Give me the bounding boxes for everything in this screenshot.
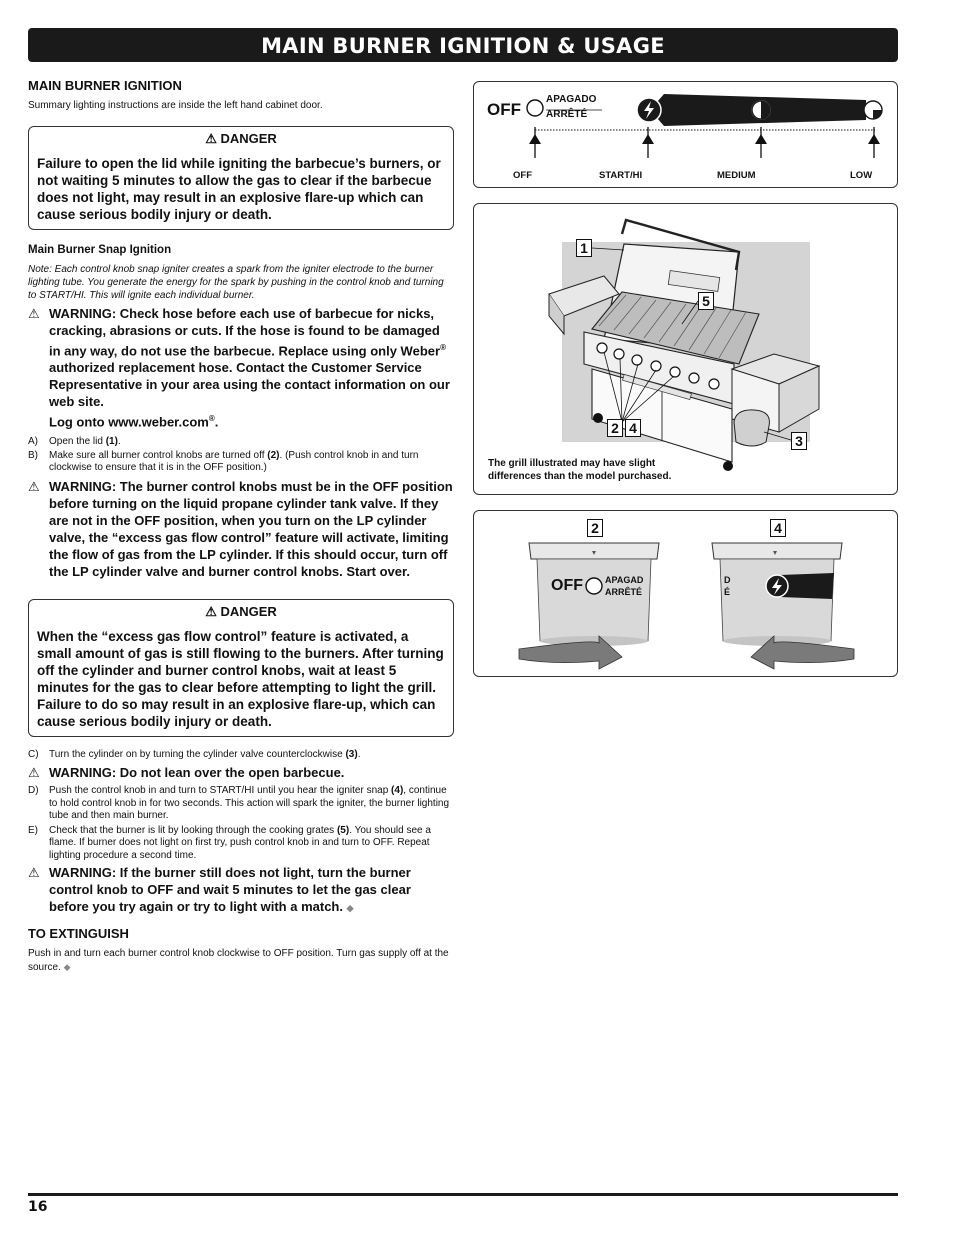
warning-lean: ⚠ WARNING: Do not lean over the open barbecue. [28,765,345,781]
callout-2: 2 [587,519,603,537]
warning-triangle-icon: ⚠ [205,130,217,146]
danger-body: When the “excess gas flow control” feature is activated, a small amount of gas is still flowing to the burners. After turning off the cylinder and burner control knobs, wait at least 5 minutes for the gas to clear before attempting to light the grill. Failure to do so may result in an explosive flare-up, which can cause serious bodily injury or death. [37,628,444,729]
arrete-label: ARRÊTÉ [546,109,588,120]
knob-apagado-label: APAGAD [605,575,644,585]
danger-header: ⚠ DANGER [205,603,277,619]
extinguish-heading: TO EXTINGUISH [28,926,129,942]
danger-body: Failure to open the lid while igniting the barbecue’s burners, or not waiting 5 minutes to allow the gas to clear if the barbecue does not light, may result in an explosive flare-up which can cause serious bodily injury or death. [37,155,441,222]
callout-4: 4 [770,519,786,537]
position-start-hi: START/HI [599,170,643,181]
callout-5: 5 [698,292,714,310]
danger-box-2 [28,599,454,737]
off-big-label: OFF [487,100,521,119]
callout-1: 1 [576,239,592,257]
dial-diagram [474,82,897,187]
knob-illustration [474,511,897,676]
step-e: E) Check that the burner is lit by looking through the cooking grates (5). You should see a flame. If burner does not light on first try, push control knob in and turn to OFF. Repeat lighting procedure a second time. [28,824,431,861]
grill-caption-line2: differences than the model purchased. [488,471,672,482]
snap-note: Note: Each control knob snap igniter creates a spark from the igniter electrode to the burner lighting tube. You generate the energy for the spark by pushing in the control knob and turning to START/HI. This will ignite each individual burner. [28,263,444,301]
lp-cylinder [734,410,769,446]
callout-2: 2 [607,419,623,437]
apagado-label: APAGADO [546,94,597,105]
step-d: D) Push the control knob in and turn to START/HI until you hear the igniter snap (4), continue to hold control knob in for two seconds. This action will spark the igniter, the burner lighting tube and then main burner. [28,785,450,822]
callout-3: 3 [791,432,807,450]
warning-triangle-icon: ⚠ [28,478,40,494]
step-c: C) Turn the cylinder on by turning the cylinder valve counterclockwise (3). [28,748,361,760]
intro-text: Summary lighting instructions are inside the left hand cabinet door. [28,100,323,111]
end-mark: ◆ [346,903,354,914]
danger-header: ⚠ DANGER [205,130,277,146]
grill-illustration [474,204,897,494]
step-b: B) Make sure all burner control knobs are turned off (2). (Push control knob in and turn clockwise to ensure that it is in the OFF position.) [28,449,419,474]
warning-knobs-off: ⚠ WARNING: The burner control knobs must be in the OFF position before turning on the liquid propane cylinder tank valve. If they are not in the OFF position, when you turn on the LP cylinder valve, the “excess gas flow control” feature will activate, limiting the flow of gas from the LP cylinder. If this should occur, turn off the LP cylinder valve and burner control knobs. Start over. [28,478,453,579]
dial-tick-arrows [529,127,880,158]
knob-right-fragment-1: D [724,575,731,585]
knob-arrete-label: ARRÊTÉ [605,587,643,597]
warning-triangle-icon: ⚠ [28,765,40,781]
grill-caption-line1: The grill illustrated may have slight [488,458,656,469]
off-indicator-icon [527,100,543,116]
warning-triangle-icon: ⚠ [205,603,217,619]
callout-4: 4 [625,419,641,437]
section-heading: MAIN BURNER IGNITION [28,78,182,93]
page-title: MAIN BURNER IGNITION & USAGE [28,28,898,62]
position-off: OFF [513,170,532,181]
warning-triangle-icon: ⚠ [28,305,40,321]
position-medium: MEDIUM [717,170,756,181]
wheel [593,413,603,423]
bottom-rule [28,1193,898,1196]
step-a: A) Open the lid (1). [28,436,121,448]
warning-hose: ⚠ WARNING: Check hose before each use of barbecue for nicks, cracking, abrasions or cuts. If the hose is found to be damaged in any way, do not use the barbecue. Replace using only Weber® authorized replacement hose. Contact the Customer Service Representative in your area using the contact information on our web site. Log onto www.weber.com®. [28,305,450,430]
page-number: 16 [28,1199,48,1215]
dial-panel [473,81,898,188]
warning-triangle-icon: ⚠ [28,865,40,881]
snap-heading: Main Burner Snap Ignition [28,243,172,256]
left-column [28,78,454,974]
warning-still-not-lit: ⚠ WARNING: If the burner still does not light, turn the burner control knob to OFF and wait 5 minutes to let the gas clear before you try again or try to light with a match. ◆ [28,865,411,915]
knob-panel [473,510,898,677]
wheel [723,461,733,471]
grill-panel [473,203,898,495]
danger-box-1 [28,126,454,230]
knob-right-fragment-2: É [724,587,731,597]
knob-off-label: OFF [551,577,583,594]
knob-right-illustration [712,543,842,646]
extinguish-text: Push in and turn each burner control knob clockwise to OFF position. Turn gas supply off at the source. ◆ [28,948,449,973]
position-low: LOW [850,170,873,181]
